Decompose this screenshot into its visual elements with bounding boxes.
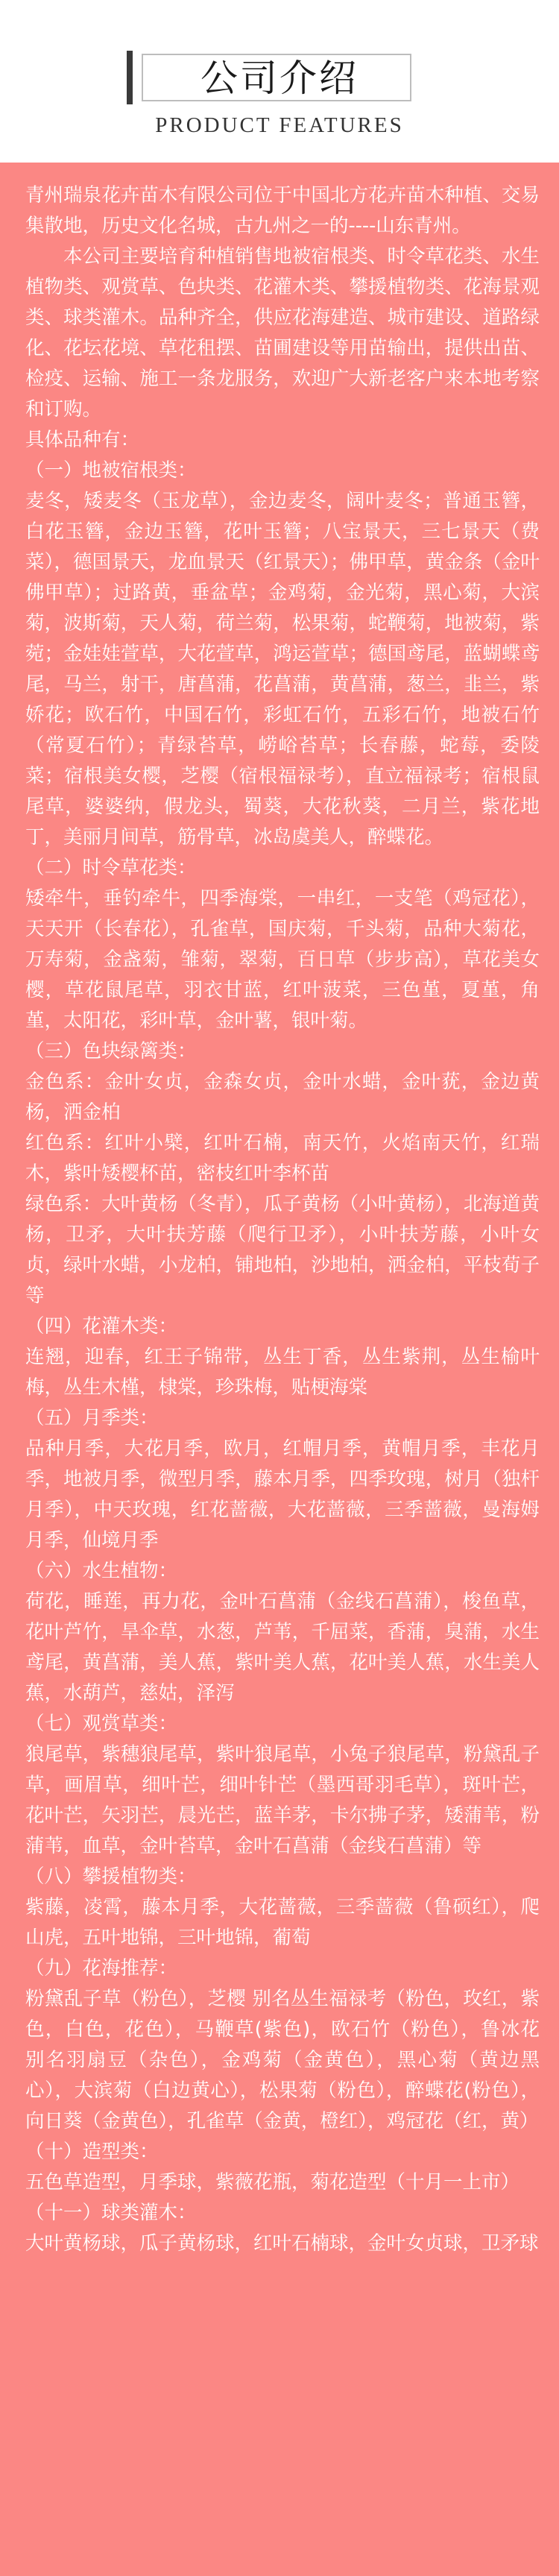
section-body: 矮牵牛，垂钓牵牛，四季海棠，一串红，一支笔（鸡冠花），天天开（长春花），孔雀草，国庆菊，千头菊，品种大菊花，万寿菊，金盏菊，雏菊，翠菊，百日草（步步高），草花美女樱，草花鼠尾草，羽衣甘蓝，红叶菠菜，三色堇，夏堇，角堇，太阳花，彩叶草，金叶薯，银叶菊。 <box>25 887 540 1032</box>
section-body: 金色系：金叶女贞，金森女贞，金叶水蜡，金叶莸，金边黄杨，洒金柏 <box>25 1071 540 1124</box>
section-heading: （六）水生植物： <box>25 1560 178 1582</box>
section-heading: （八）攀援植物类： <box>25 1865 197 1888</box>
page-subtitle: PRODUCT FEATURES <box>155 113 404 137</box>
varieties-heading: 具体品种有： <box>25 429 140 451</box>
section-heading: （二）时令草花类： <box>25 857 197 879</box>
section-heading: （三）色块绿篱类： <box>25 1040 197 1062</box>
section-body: 麦冬，矮麦冬（玉龙草），金边麦冬，阔叶麦冬；普通玉簪，白花玉簪，金边玉簪，花叶玉簪；八宝景天，三七景天（费菜），德国景天，龙血景天（红景天）；佛甲草，黄金条（金叶佛甲草）；过路黄，垂盆草；金鸡菊，金光菊，黑心菊，大滨菊，波斯菊，天人菊，荷兰菊，松果菊，蛇鞭菊，地被菊，紫菀；金娃娃萱草，大花萱草，鸿运萱草；德国鸢尾，蓝蝴蝶鸢尾，马兰，射干，唐菖蒲，花菖蒲，黄菖蒲，葱兰，韭兰，紫娇花；欧石竹，中国石竹，彩虹石竹，五彩石竹，地被石竹（常夏石竹）；青绿苔草，崂峪苔草；长春藤，蛇莓，委陵菜；宿根美女樱，芝樱（宿根福禄考），直立福禄考；宿根鼠尾草，婆婆纳，假龙头，蜀葵，大花秋葵，二月兰，紫花地丁，美丽月间草，筋骨草，冰岛虞美人，醉蝶花。 <box>25 490 540 848</box>
section-heading: （四）花灌木类： <box>25 1315 178 1338</box>
section-body: 狼尾草，紫穗狼尾草，紫叶狼尾草，小兔子狼尾草，粉黛乱子草，画眉草，细叶芒，细叶针芒（墨西哥羽毛草），斑叶芒，花叶芒，矢羽芒，晨光芒，蓝羊茅，卡尔拂子茅，矮蒲苇，粉蒲苇，血草，金叶苔草，金叶石菖蒲（金线石菖蒲）等 <box>25 1743 540 1857</box>
section-heading: （九）花海推荐： <box>25 1957 178 1980</box>
section-heading: （十）造型类： <box>25 2141 159 2163</box>
section-body: 粉黛乱子草（粉色），芝樱 别名丛生福禄考（粉色，玫红，紫色，白色，花色），马鞭草(紫色)，欧石竹（粉色），鲁冰花 别名羽扇豆（杂色），金鸡菊（金黄色），黑心菊（黄边黑心），大滨菊（白边黄心），松果菊（粉色），醉蝶花(粉色），向日葵（金黄色），孔雀草（金黄，橙红），鸡冠花（红，黄） <box>25 1988 540 2132</box>
section-body: 大叶黄杨球，瓜子黄杨球，红叶石楠球，金叶女贞球，卫矛球 <box>25 2232 539 2255</box>
company-introduction <box>0 163 559 2576</box>
section-heading: （一）地被宿根类： <box>25 459 197 482</box>
page-title: 公司介绍 <box>200 57 359 100</box>
intro-paragraph-1: 青州瑞泉花卉苗木有限公司位于中国北方花卉苗木种植、交易集散地，历史文化名城，古九州之一的----山东青州。 <box>25 184 540 237</box>
intro-paragraph-2: 本公司主要培育种植销售地被宿根类、时令草花类、水生植物类、观赏草、色块类、花灌木类、攀援植物类、花海景观类、球类灌木。品种齐全，供应花海建造、城市建设、道路绿化、花坛花境、草花租摆、苗圃建设等用苗输出，提供出苗、检疫、运输、施工一条龙服务，欢迎广大新老客户来本地考察和订购。 <box>25 245 540 421</box>
section-body: 五色草造型，月季球，紫薇花瓶，菊花造型（十月一上市） <box>25 2171 520 2194</box>
section-body: 荷花，睡莲，再力花，金叶石菖蒲（金线石菖蒲），梭鱼草，花叶芦竹，旱伞草，水葱，芦苇，千屈菜，香蒲，臭蒲，水生鸢尾，黄菖蒲，美人蕉，紫叶美人蕉，花叶美人蕉，水生美人蕉，水葫芦，慈姑，泽泻 <box>25 1590 540 1704</box>
section-body: 品种月季，大花月季，欧月，红帽月季，黄帽月季，丰花月季，地被月季，微型月季，藤本月季，四季玫瑰，树月（独杆月季），中天玫瑰，红花蔷薇，大花蔷薇，三季蔷薇，曼海姆月季，仙境月季 <box>25 1437 540 1552</box>
section-heading: （七）观赏草类： <box>25 1713 178 1735</box>
section-body: 绿色系：大叶黄杨（冬青），瓜子黄杨（小叶黄杨），北海道黄杨，卫矛，大叶扶芳藤（爬行卫矛），小叶扶芳藤，小叶女贞，绿叶水蜡，小龙柏，铺地柏，沙地柏，洒金柏，平枝荀子等 <box>25 1193 540 1307</box>
section-heading: （五）月季类： <box>25 1407 159 1429</box>
section-body: 红色系：红叶小檗，红叶石楠，南天竹，火焰南天竹，红瑞木，紫叶矮樱杯苗，密枝红叶李杯苗 <box>25 1132 540 1185</box>
section-heading: （十一）球类灌木： <box>25 2202 197 2224</box>
section-body: 连翘，迎春，红王子锦带，丛生丁香，丛生紫荆，丛生榆叶梅，丛生木槿，棣棠，珍珠梅，贴梗海棠 <box>25 1346 540 1399</box>
section-body: 紫藤，凌霄，藤本月季，大花蔷薇，三季蔷薇（鲁硕红），爬山虎，五叶地锦，三叶地锦，葡萄 <box>25 1896 540 1949</box>
page-header <box>0 0 559 163</box>
